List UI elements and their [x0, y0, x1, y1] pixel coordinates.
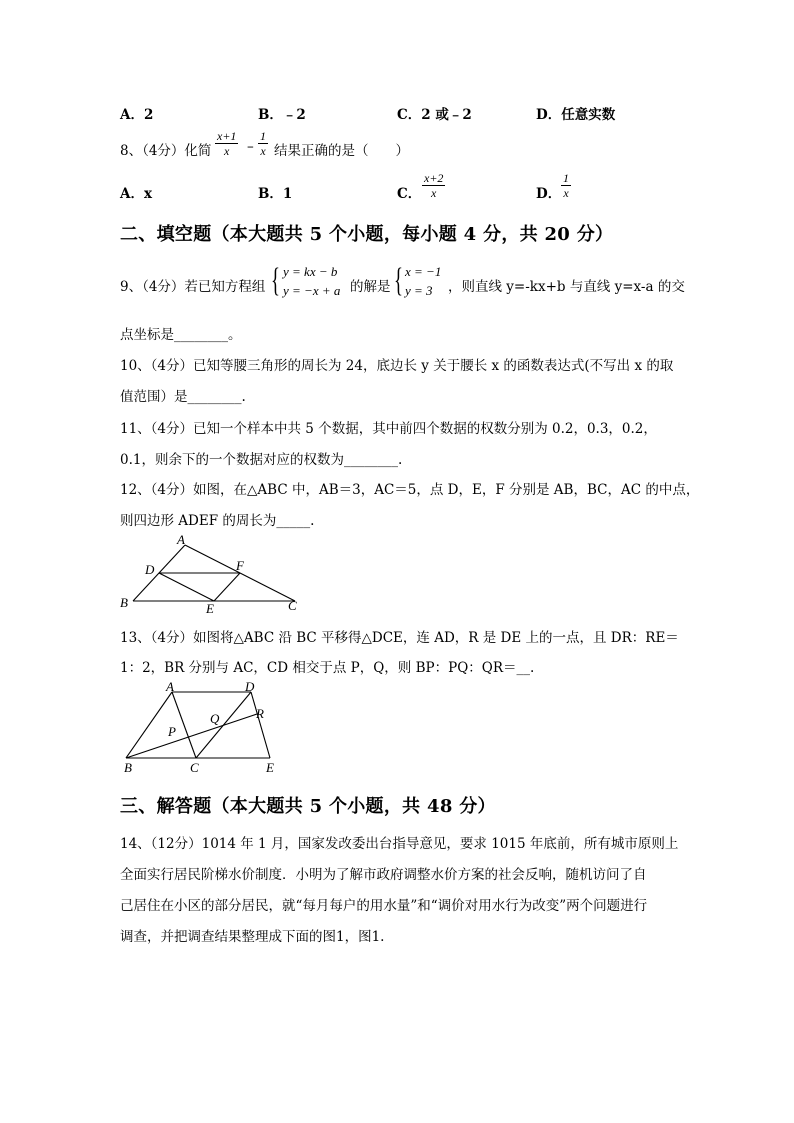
q8-fraction-1: [215, 129, 238, 158]
q9-solution-brace: {: [394, 262, 403, 299]
q9-equation-system: [283, 262, 340, 300]
q9-suffix: ，则直线 y=-kx+b 与直线 y=x-a 的交: [448, 279, 685, 295]
q8-option-c-label: C．: [397, 186, 422, 202]
q8-prefix: 8、（4分）化简: [120, 143, 212, 159]
q8-option-d-denominator: x: [563, 186, 569, 200]
q12-label-e: E: [206, 601, 214, 615]
q9-equation-1: y = kx − b: [283, 264, 338, 279]
q14-line-4: 调查，并把调查结果整理成下面的图1，图1.: [120, 929, 385, 945]
q14-line-3: 己居住在小区的部分居民，就“每月每户的用水量”和“调价对用水行为改变”两个问题进行: [120, 898, 648, 914]
section-2-heading: 二、填空题（本大题共 5 个小题，每小题 4 分，共 20 分）: [120, 224, 614, 245]
q13-label-a: A: [166, 679, 174, 694]
q12-line-2: 则四边形 ADEF 的周长为_____.: [120, 513, 315, 529]
q13-label-c: C: [190, 760, 199, 775]
q13-label-p: P: [168, 724, 176, 739]
q7-option-d: D．任意实数: [536, 107, 616, 123]
q13-label-r: R: [256, 706, 264, 721]
q12-label-b: B: [120, 595, 128, 610]
q8-fraction-2: [258, 129, 268, 158]
q13-translation-figure: [118, 678, 288, 776]
q13-label-d: D: [245, 679, 255, 694]
q9-mid: 的解是: [350, 279, 391, 295]
q12-line-1: 12、（4分）如图，在△ABC 中，AB＝3，AC＝5，点 D，E，F 分别是 AB，BC，AC 的中点，: [120, 482, 700, 498]
q7-option-a: A．2: [120, 107, 154, 123]
q8-frac2-denominator: x: [260, 144, 266, 158]
q13-label-e: E: [266, 760, 274, 775]
q9-system-brace: {: [271, 262, 280, 299]
q13-label-q: Q: [210, 711, 220, 726]
q12-label-a: A: [177, 533, 185, 547]
q8-option-c-fraction: [422, 171, 445, 200]
q8-option-c-denominator: x: [431, 186, 437, 200]
q8-frac2-numerator: 1: [260, 129, 266, 143]
q9-solution-1: x = −1: [405, 264, 442, 279]
q8-option-d-fraction: [561, 171, 571, 200]
q12-label-f: F: [236, 558, 244, 573]
q8-minus: –: [247, 139, 254, 155]
q9-line-2: 点坐标是________。: [120, 327, 242, 343]
q12-label-d: D: [145, 562, 155, 577]
q9-solution-system: [405, 262, 441, 300]
q8-option-d-numerator: 1: [563, 171, 569, 185]
q14-line-1: 14、（12分）1014 年 1 月，国家发改委出台指导意见，要求 1015 年底前，所有城市原则上: [120, 836, 679, 852]
q7-option-c: C．2 或﹣2: [397, 107, 472, 123]
q12-label-c: C: [288, 598, 297, 613]
q9-solution-2: y = 3: [405, 283, 433, 298]
q8-option-c-numerator: x+2: [424, 171, 444, 185]
q7-option-b: B．﹣2: [258, 107, 306, 123]
q14-line-2: 全面实行居民阶梯水价制度．小明为了解市政府调整水价方案的社会反响，随机访问了自: [120, 867, 647, 883]
q11-line-1: 11、（4分）已知一个样本中共 5 个数据，其中前四个数据的权数分别为 0.2，0.3，0.2，: [120, 421, 657, 437]
q8-frac1-numerator: x+1: [217, 129, 237, 143]
q13-label-b: B: [124, 760, 132, 775]
q9-equation-2: y = −x + a: [283, 283, 341, 298]
q8-option-d-label: D．: [536, 186, 562, 202]
q13-line-2: 1：2，BR 分别与 AC，CD 相交于点 P，Q，则 BP：PQ：QR＝__.: [120, 660, 535, 676]
q8-option-a: A．x: [120, 186, 153, 202]
q9-prefix: 9、（4分）若已知方程组: [120, 279, 266, 295]
q12-triangle-figure: [115, 533, 305, 615]
q13-line-1: 13、（4分）如图将△ABC 沿 BC 平移得△DCE，连 AD，R 是 DE 上的一点，且 DR：RE＝: [120, 630, 679, 646]
q8-option-b: B．1: [258, 186, 293, 202]
q11-line-2: 0.1，则余下的一个数据对应的权数为________.: [120, 452, 403, 468]
q10-line-2: 值范围）是________.: [120, 389, 246, 405]
section-3-heading: 三、解答题（本大题共 5 个小题，共 48 分）: [120, 796, 496, 817]
q10-line-1: 10、（4分）已知等腰三角形的周长为 24，底边长 y 关于腰长 x 的函数表达式(不写出 x 的取: [120, 358, 674, 374]
q8-frac1-denominator: x: [224, 144, 230, 158]
q8-suffix: 结果正确的是（ ）: [274, 143, 409, 159]
